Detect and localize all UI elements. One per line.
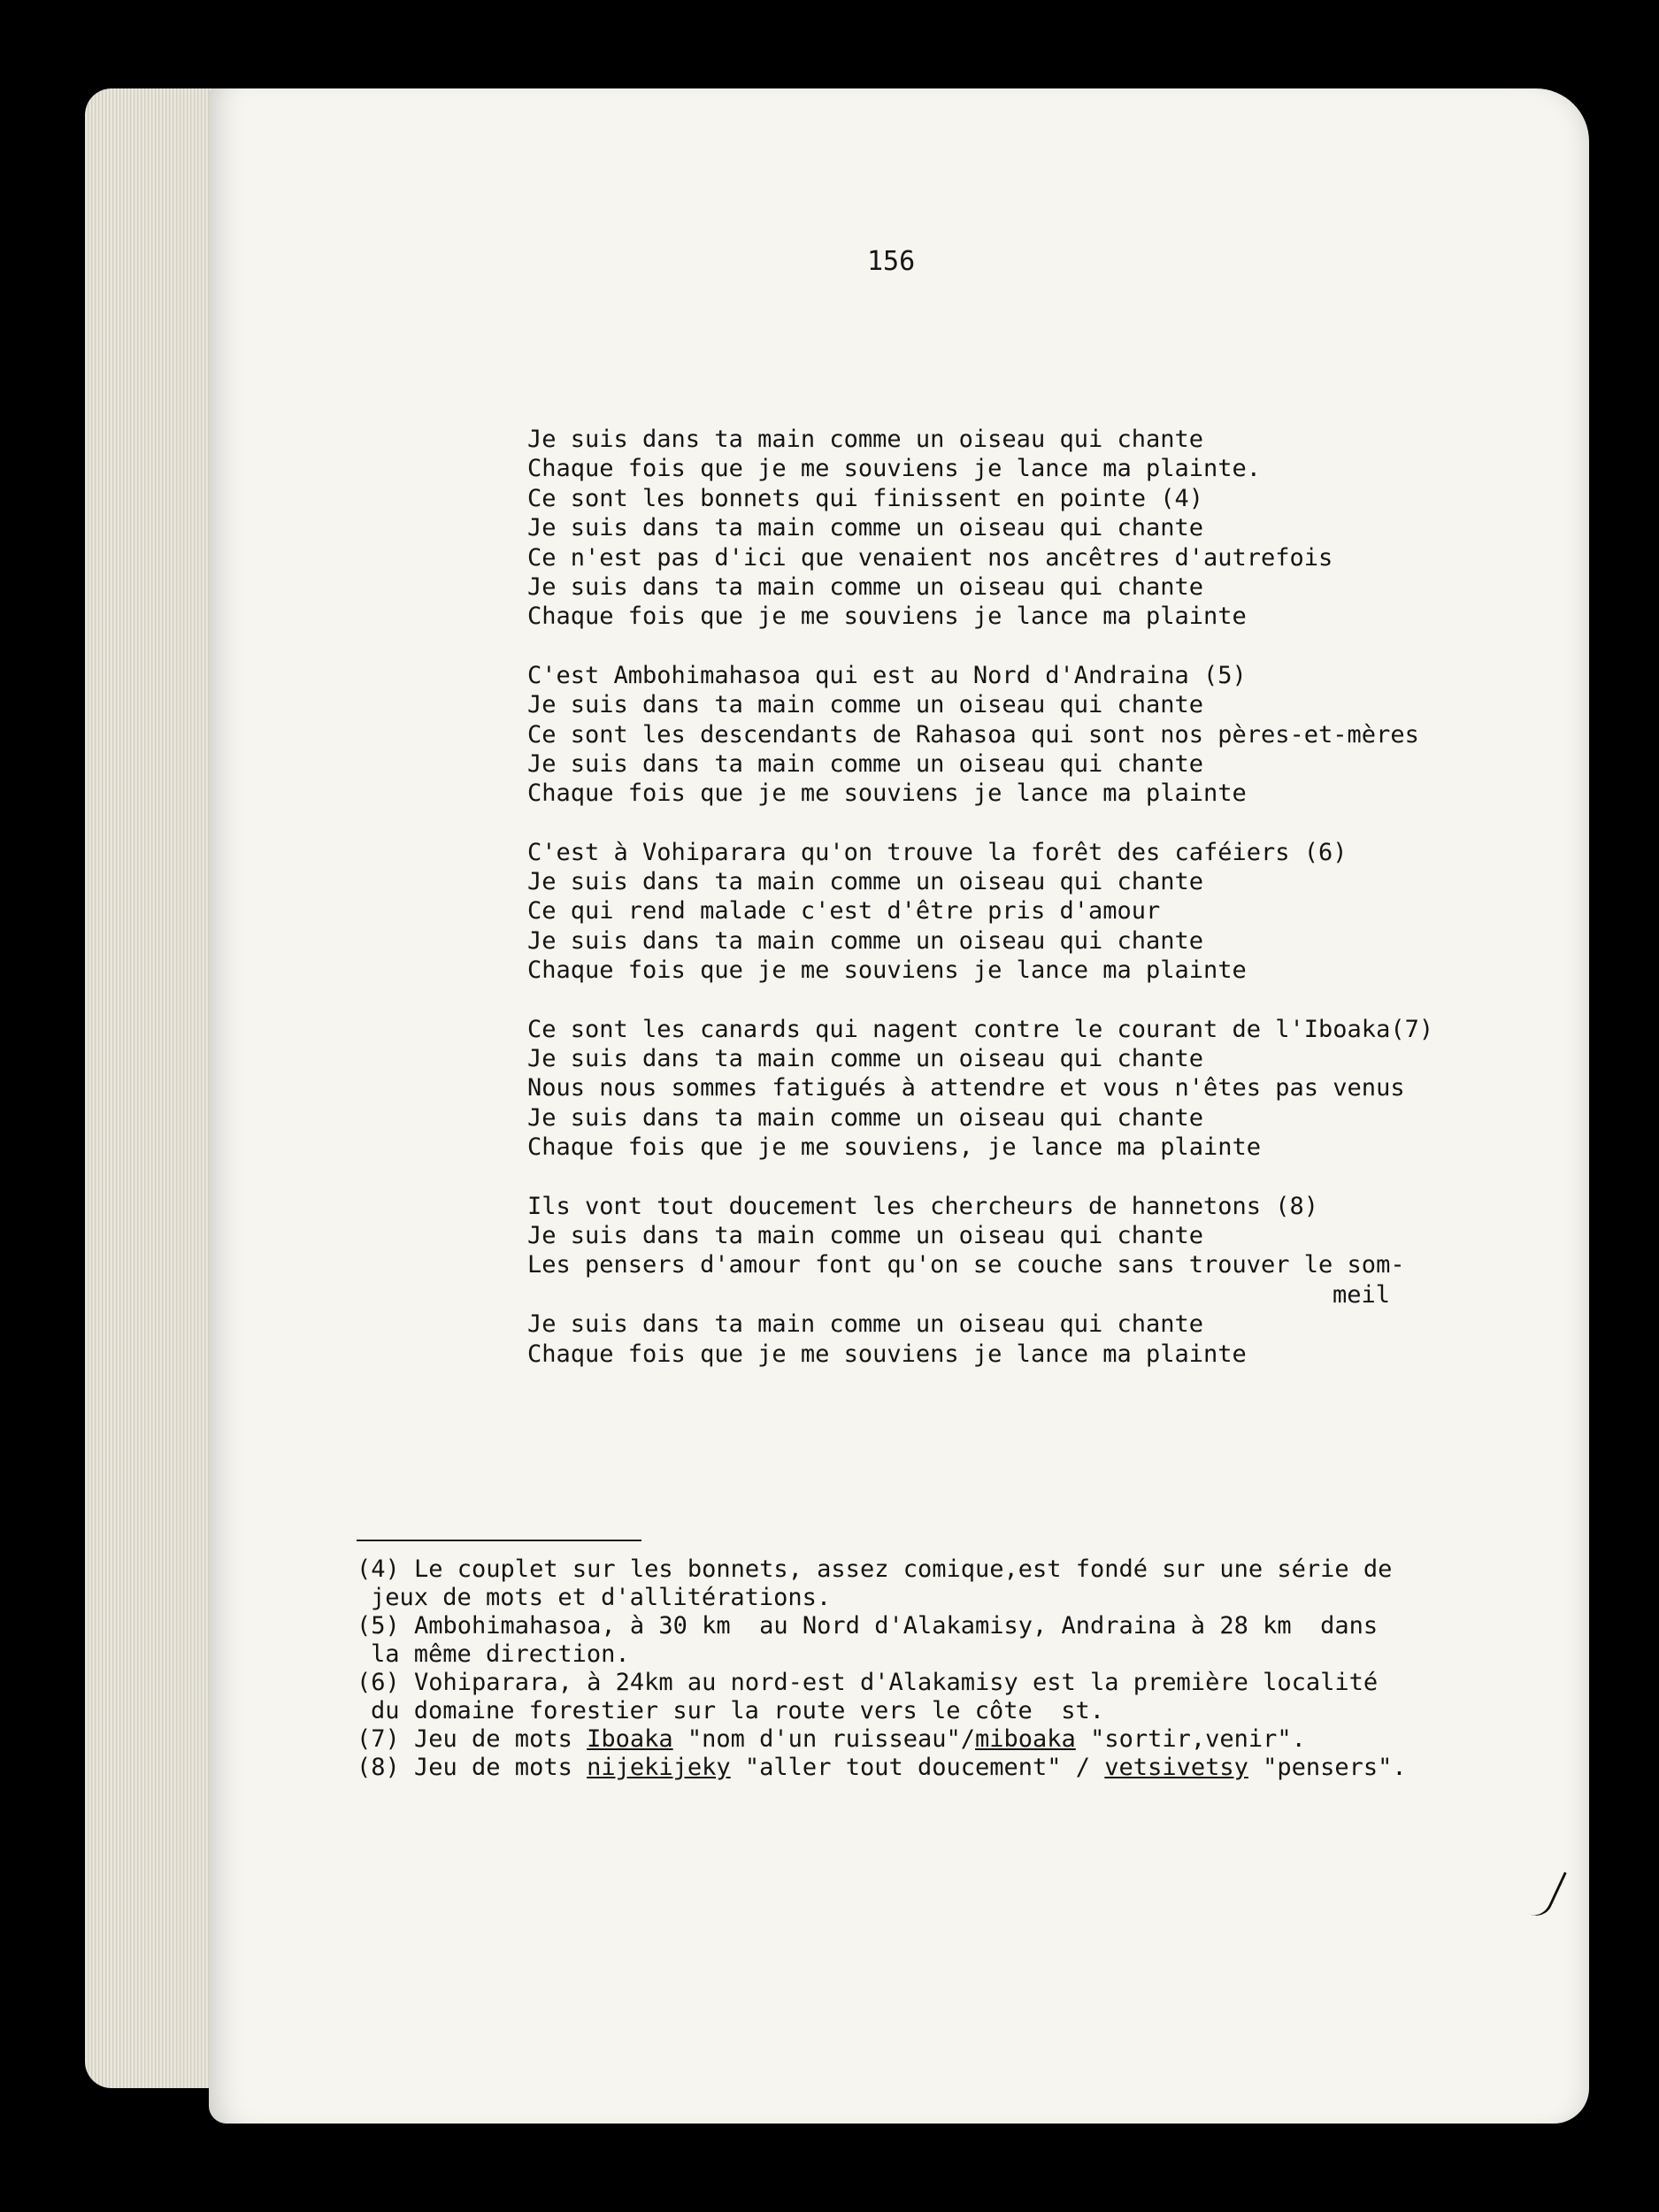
- poem-line: Je suis dans ta main comme un oiseau qui chante: [527, 1310, 1204, 1339]
- stanza-5: [527, 1192, 1545, 1369]
- stanza-2: [527, 661, 1545, 809]
- stanza-3: [527, 838, 1545, 986]
- poem-line: Chaque fois que je me souviens je lance ma plainte.: [527, 455, 1262, 483]
- poem-line: Ce n'est pas d'ici que venaient nos ancêtres d'autrefois: [527, 543, 1333, 572]
- book-page-edges: [85, 88, 227, 2088]
- stanza-1: [527, 425, 1545, 632]
- poem-line: Je suis dans ta main comme un oiseau qui chante: [527, 1103, 1204, 1132]
- footnote-6: (6) Vohiparara, à 24km au nord-est d'Alakamisy est la première localité: [357, 1669, 1379, 1696]
- footnote-8-prefix: (8) Jeu de mots: [357, 1754, 588, 1781]
- poem-line: C'est Ambohimahasoa qui est au Nord d'Andraina (5): [527, 661, 1247, 689]
- footnote-5-continuation: la même direction.: [371, 1640, 630, 1668]
- footnote-7: [357, 1725, 1525, 1754]
- poem-line: Je suis dans ta main comme un oiseau qui chante: [527, 868, 1204, 896]
- poem-line: Je suis dans ta main comme un oiseau qui chante: [527, 926, 1204, 955]
- poem-line: C'est à Vohiparara qu'on trouve la forêt des caféiers (6): [527, 838, 1348, 866]
- poem-line: Chaque fois que je me souviens je lance ma plainte: [527, 603, 1247, 631]
- poem-line: Je suis dans ta main comme un oiseau qui chante: [527, 749, 1204, 778]
- poem: [527, 425, 1545, 1398]
- poem-line: Nous nous sommes fatigués à attendre et vous n'êtes pas venus: [527, 1074, 1405, 1102]
- poem-line: Ils vont tout doucement les chercheurs de hannetons (8): [527, 1192, 1319, 1220]
- footnote-7-word-miboaka: miboaka: [975, 1725, 1076, 1753]
- poem-line: Chaque fois que je me souviens je lance ma plainte: [527, 956, 1247, 985]
- stanza-4: [527, 1015, 1545, 1163]
- poem-line: Je suis dans ta main comme un oiseau qui chante: [527, 514, 1204, 542]
- poem-line: Je suis dans ta main comme un oiseau qui chante: [527, 1221, 1204, 1249]
- poem-line: Je suis dans ta main comme un oiseau qui chante: [527, 572, 1204, 601]
- poem-line: Chaque fois que je me souviens, je lance ma plainte: [527, 1133, 1262, 1162]
- poem-line: Je suis dans ta main comme un oiseau qui chante: [527, 1045, 1204, 1073]
- poem-line: Je suis dans ta main comme un oiseau qui chante: [527, 426, 1204, 453]
- poem-line: Ce sont les descendants de Rahasoa qui sont nos pères-et-mères: [527, 720, 1419, 749]
- page-number: 156: [867, 246, 916, 277]
- poem-line: Chaque fois que je me souviens je lance ma plainte: [527, 780, 1247, 808]
- footnote-7-word-iboaka: Iboaka: [587, 1725, 673, 1753]
- poem-line: Chaque fois que je me souviens je lance ma plainte: [527, 1340, 1247, 1368]
- footnotes: [357, 1555, 1525, 1782]
- poem-line: Ce sont les canards qui nagent contre le courant de l'Iboaka(7): [527, 1015, 1434, 1043]
- poem-line: Ce sont les bonnets qui finissent en pointe (4): [527, 484, 1204, 512]
- footnote-7-suffix: "sortir,venir".: [1075, 1725, 1306, 1753]
- footnote-8-word-vetsivetsy: vetsivetsy: [1104, 1754, 1248, 1781]
- poem-line: Je suis dans ta main comme un oiseau qui chante: [527, 691, 1204, 719]
- footnote-6-continuation: du domaine forestier sur la route vers le côte st.: [371, 1697, 1105, 1724]
- footnote-8-suffix: "pensers".: [1248, 1754, 1407, 1781]
- footnote-4-continuation: jeux de mots et d'allitérations.: [371, 1584, 832, 1611]
- footnote-separator: [357, 1540, 641, 1541]
- footnote-8-middle: "aller tout doucement" /: [730, 1754, 1105, 1781]
- footnote-8: [357, 1754, 1525, 1782]
- footnote-5: (5) Ambohimahasoa, à 30 km au Nord d'Alakamisy, Andraina à 28 km dans: [357, 1612, 1379, 1640]
- poem-line: Les pensers d'amour font qu'on se couche sans trouver le som-: [527, 1251, 1405, 1279]
- footnote-7-prefix: (7) Jeu de mots: [357, 1725, 588, 1753]
- poem-line-continuation: meil: [1333, 1280, 1391, 1309]
- poem-line: Ce qui rend malade c'est d'être pris d'amour: [527, 897, 1161, 926]
- footnote-7-middle: "nom d'un ruisseau"/: [672, 1725, 976, 1753]
- footnote-4: (4) Le couplet sur les bonnets, assez comique,est fondé sur une série de: [357, 1555, 1393, 1583]
- footnote-8-word-nijekijeky: nijekijeky: [587, 1754, 731, 1781]
